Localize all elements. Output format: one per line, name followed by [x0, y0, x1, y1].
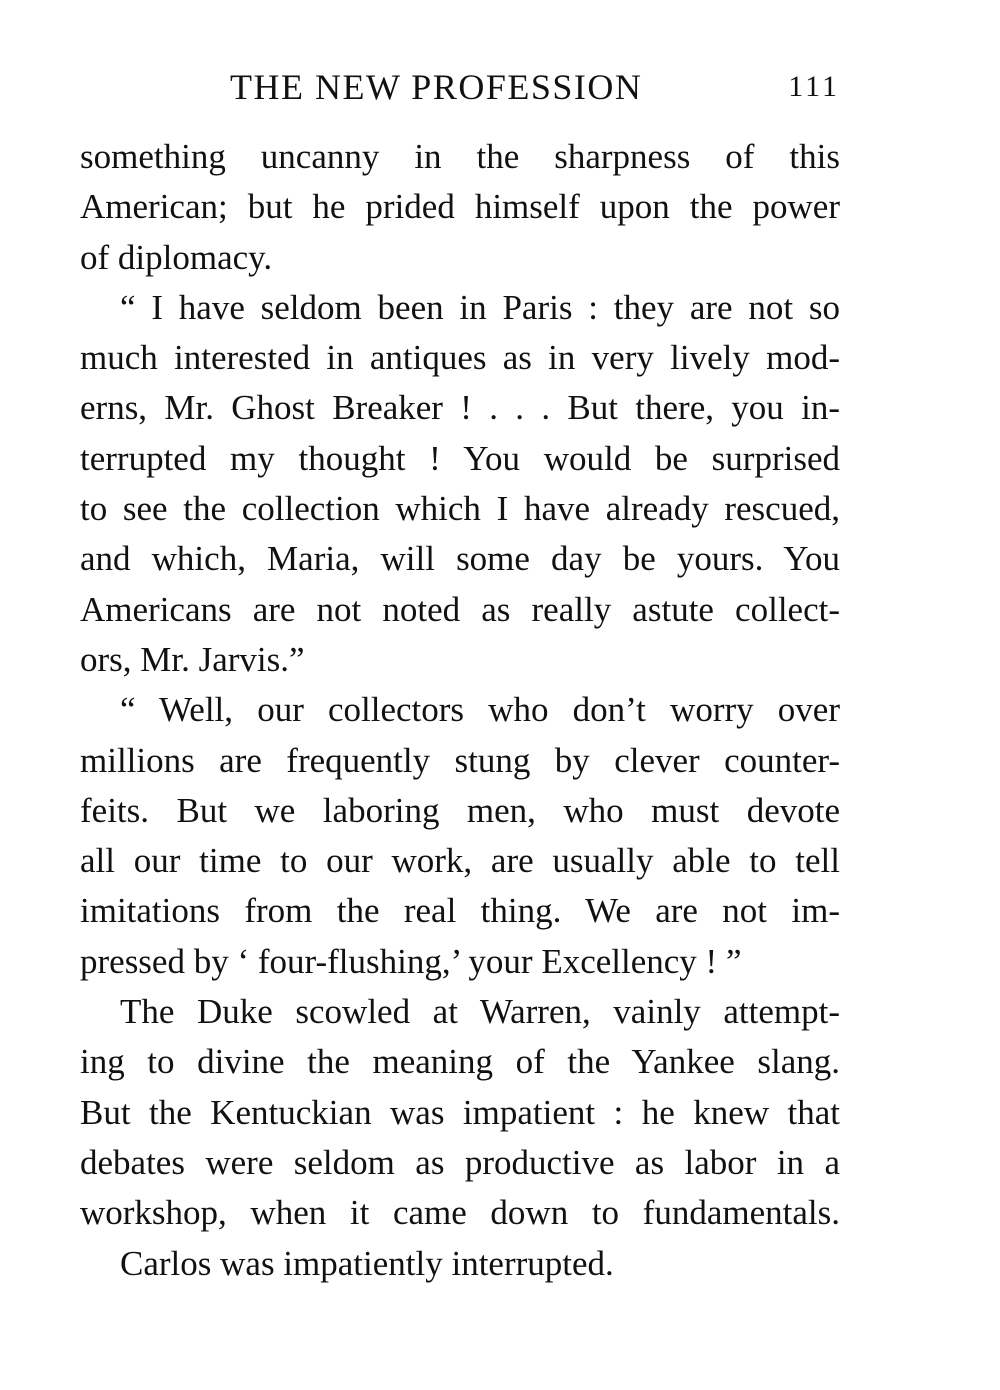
text-line: feits. But we laboring men, who must devote	[80, 790, 840, 830]
text-line: workshop, when it came down to fundamentals.	[80, 1193, 840, 1233]
page-number: 111	[788, 70, 840, 103]
text-line: But the Kentuckian was impatient : he knew that	[80, 1092, 840, 1132]
text-line: of diplomacy.	[80, 237, 273, 277]
running-head	[80, 62, 840, 112]
text-line: American; but he prided himself upon the power	[80, 187, 840, 227]
text-line: much interested in antiques as in very lively mod-	[80, 338, 840, 378]
text-line: erns, Mr. Ghost Breaker ! . . . But there, you in-	[80, 388, 840, 428]
text-line: millions are frequently stung by clever counter-	[80, 740, 840, 780]
text-line: imitations from the real thing. We are not im-	[80, 891, 840, 931]
text-line: pressed by ‘ four-flushing,’ your Excellency ! ”	[80, 941, 742, 981]
text-line: debates were seldom as productive as labor in a	[80, 1142, 840, 1182]
text-line: Americans are not noted as really astute collect-	[80, 589, 840, 629]
running-title: THE NEW PROFESSION	[230, 67, 643, 107]
text-line: and which, Maria, will some day be yours. You	[80, 539, 840, 579]
text-line: to see the collection which I have already rescued,	[80, 489, 840, 529]
text-line: “ Well, our collectors who don’t worry over	[120, 690, 840, 730]
text-line: Carlos was impatiently interrupted.	[120, 1243, 614, 1283]
text-line: something uncanny in the sharpness of this	[80, 137, 840, 176]
text-line: “ I have seldom been in Paris : they are not so	[120, 287, 840, 327]
text-line: terrupted my thought ! You would be surprised	[80, 438, 840, 478]
text-line: ors, Mr. Jarvis.”	[80, 639, 305, 679]
text-line: all our time to our work, are usually able to tell	[80, 841, 840, 881]
body-text	[80, 132, 840, 1289]
text-line: The Duke scowled at Warren, vainly attempt-	[120, 992, 840, 1032]
text-line: ing to divine the meaning of the Yankee slang.	[80, 1042, 840, 1082]
